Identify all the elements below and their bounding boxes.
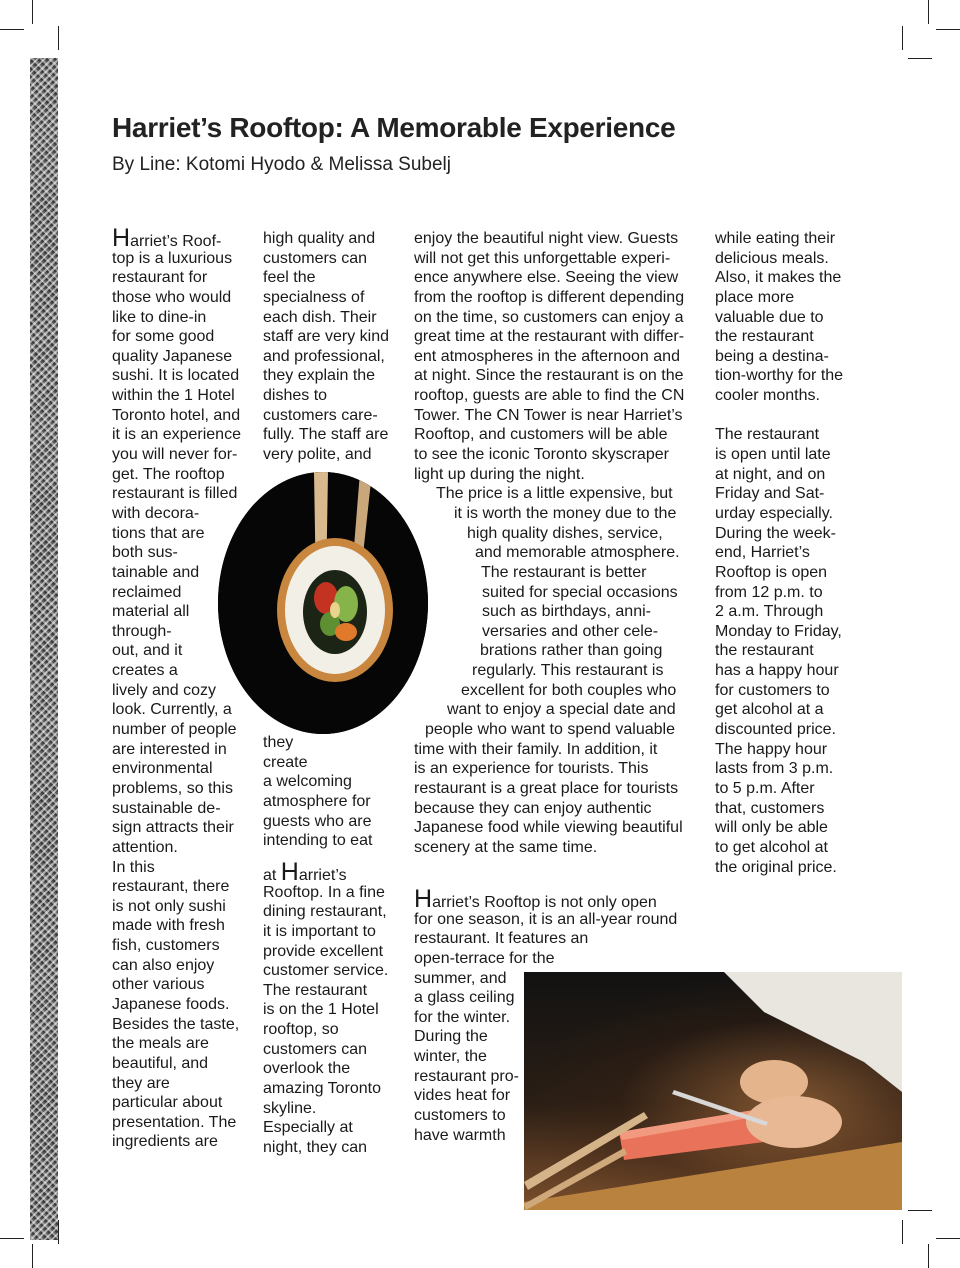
text-line: fully. The staff are	[263, 426, 389, 444]
text-line: through-	[112, 622, 172, 640]
text-line: night, they can	[263, 1138, 368, 1156]
text-line: The restaurant	[715, 426, 820, 444]
text-line: dishes to	[263, 387, 328, 405]
chef-illustration	[524, 972, 902, 1210]
text-line: out, and it	[112, 642, 183, 660]
text-line: Japanese foods.	[112, 995, 230, 1013]
text-line: excellent for both couples who	[461, 681, 677, 699]
text-line: at night. Since the restaurant is on the	[414, 367, 684, 385]
text-line: reclaimed	[112, 583, 182, 601]
crop-mark	[58, 26, 59, 50]
text-line: versaries and other cele-	[482, 622, 659, 640]
text-line: tion-worthy for the	[715, 367, 844, 385]
text-line: on the time, so customers can enjoy a	[414, 308, 684, 326]
text-line: it is important to	[263, 922, 376, 940]
text-line: such as birthdays, anni-	[482, 603, 651, 621]
chef-slicing-fish-photo	[524, 972, 902, 1210]
text-line: environmental	[112, 760, 213, 778]
text-line: is open until late	[715, 446, 831, 464]
text-line: for some good	[112, 328, 215, 346]
text-line: look. Currently, a	[112, 701, 232, 719]
first-line	[112, 224, 252, 252]
text-line: intending to eat	[263, 832, 373, 850]
text-line: that, customers	[715, 799, 825, 817]
text-line: high quality and	[263, 230, 376, 247]
text-line: get alcohol at a	[715, 701, 824, 719]
text-line: time with their family. In addition, it	[414, 740, 658, 758]
drop-cap: H	[414, 885, 433, 913]
text-line: Tower. The CN Tower is near Harriet’s	[414, 406, 683, 424]
text-line: and memorable atmosphere.	[475, 544, 680, 562]
text-line: restaurant is filled	[112, 485, 238, 503]
crop-mark	[902, 1220, 903, 1244]
text-line: Friday and Sat-	[715, 485, 825, 503]
text-line: to get alcohol at	[715, 838, 828, 856]
text-line: ent atmospheres in the afternoon and	[414, 347, 680, 365]
line-text: arriet’s Rooftop is not only open	[432, 894, 657, 911]
text-line: you will never for-	[112, 446, 238, 464]
text-line: sushi. It is located	[112, 367, 240, 385]
text-line: particular about	[112, 1094, 223, 1112]
line-text: arriet’s	[298, 867, 347, 884]
first-line	[263, 858, 403, 886]
text-line: guests who are	[263, 812, 372, 830]
line-text: arriet’s Roof-	[130, 233, 222, 250]
text-line: customers care-	[263, 406, 378, 424]
line-prefix: at	[263, 867, 281, 884]
text-line: is an experience for tourists. This	[414, 760, 649, 778]
text-line: people who want to spend valuable	[425, 721, 675, 739]
text-line: number of people	[112, 721, 237, 739]
text-line: top is a luxurious	[112, 249, 233, 267]
text-line: brations rather than going	[480, 642, 663, 660]
sushi-photo	[218, 472, 428, 734]
text-line: those who would	[112, 288, 232, 306]
text-line: enjoy the beautiful night view. Guests	[414, 230, 679, 247]
crop-mark	[0, 29, 24, 30]
text-line: attention.	[112, 838, 178, 856]
crop-mark	[936, 29, 960, 30]
column-4	[715, 229, 855, 877]
column-2-bottom	[263, 858, 403, 1158]
text-line: During the	[414, 1028, 488, 1046]
text-line: for customers to	[715, 681, 830, 699]
text-line: Japanese food while viewing beautiful	[414, 819, 683, 837]
text-line: is on the 1 Hotel	[263, 1001, 379, 1019]
text-line: restaurant. It features an	[414, 930, 589, 948]
text-line: tions that are	[112, 524, 205, 542]
text-line: problems, so this	[112, 779, 233, 797]
text-line: Rooftop. In a fine	[263, 883, 385, 901]
text-line: restaurant, there	[112, 878, 230, 896]
first-line	[414, 885, 704, 913]
text-line: Especially at	[263, 1119, 353, 1137]
drop-cap: H	[280, 858, 299, 886]
text-line: and professional,	[263, 347, 385, 365]
text-line: beautiful, and	[112, 1054, 209, 1072]
text-line: urday especially.	[715, 504, 833, 522]
text-line: while eating their	[715, 230, 836, 247]
woven-texture-strip	[30, 58, 58, 1240]
text-line: for one season, it is an all-year round	[414, 910, 678, 928]
text-line: they explain the	[263, 367, 376, 385]
text-line: is not only sushi	[112, 897, 226, 915]
text-line: they	[263, 734, 294, 751]
text-line: want to enjoy a special date and	[447, 701, 676, 719]
text-line: like to dine-in	[112, 308, 207, 326]
crop-mark	[902, 26, 903, 50]
crop-mark	[32, 0, 33, 24]
text-line: customers can	[263, 1040, 368, 1058]
text-line: winter, the	[414, 1048, 487, 1066]
text-line: tainable and	[112, 563, 200, 581]
crop-mark	[928, 1244, 929, 1268]
text-line: because they can enjoy authentic	[414, 799, 652, 817]
text-line: overlook the	[263, 1060, 351, 1078]
text-line: Also, it makes the	[715, 269, 842, 287]
text-line: very polite, and	[263, 446, 372, 464]
crop-mark	[908, 1210, 932, 1211]
text-line: Toronto hotel, and	[112, 406, 241, 424]
text-line: Besides the taste,	[112, 1015, 240, 1033]
text-line: presentation. The	[112, 1113, 237, 1131]
text-line: open-terrace for the	[414, 949, 555, 967]
text-line: regularly. This restaurant is	[472, 662, 664, 680]
text-line: will only be able	[715, 819, 828, 837]
text-line: scenery at the same time.	[414, 838, 598, 856]
crop-mark	[0, 1238, 24, 1239]
text-line: to 5 p.m. After	[715, 779, 815, 797]
text-line: summer, and	[414, 969, 507, 987]
text-line: each dish. Their	[263, 308, 377, 326]
sushi-roll-illustration	[218, 472, 428, 734]
text-line: fish, customers	[112, 937, 220, 955]
text-line: a glass ceiling	[414, 989, 515, 1007]
text-line: within the 1 Hotel	[112, 387, 235, 405]
text-line: from 12 p.m. to	[715, 583, 823, 601]
text-line: vides heat for	[414, 1087, 511, 1105]
text-line: for the winter.	[414, 1008, 511, 1026]
text-line: sign attracts their	[112, 819, 234, 837]
text-line: rooftop, so	[263, 1021, 339, 1039]
text-line: the restaurant	[715, 642, 814, 660]
text-line: The happy hour	[715, 740, 828, 758]
text-line: high quality dishes, service,	[467, 524, 663, 542]
text-line: lasts from 3 p.m.	[715, 760, 834, 778]
crop-mark	[936, 1238, 960, 1239]
text-line: discounted price.	[715, 721, 836, 739]
text-line: amazing Toronto	[263, 1080, 381, 1098]
text-line: end, Harriet’s	[715, 544, 810, 562]
text-line: suited for special occasions	[482, 583, 678, 601]
text-line: restaurant is a great place for tourists	[414, 779, 679, 797]
crop-mark	[908, 58, 932, 59]
column-2-top	[263, 229, 403, 465]
text-line: the restaurant	[715, 328, 814, 346]
text-line: will not get this unforgettable experi-	[414, 249, 671, 267]
text-line: The restaurant is better	[481, 563, 647, 581]
text-line: at night, and on	[715, 465, 826, 483]
text-line: creates a	[112, 662, 178, 680]
text-line: can also enjoy	[112, 956, 215, 974]
text-line: In this	[112, 858, 155, 876]
text-line: Rooftop is open	[715, 563, 828, 581]
text-line: feel the	[263, 269, 316, 287]
text-line: other various	[112, 976, 205, 994]
text-line: cooler months.	[715, 387, 820, 405]
text-line: Rooftop, and customers will be able	[414, 426, 668, 444]
text-line: great time at the restaurant with differ-	[414, 328, 685, 346]
text-line: create	[263, 753, 308, 771]
text-line: ence anywhere else. Seeing the view	[414, 269, 679, 287]
text-line: the meals are	[112, 1035, 209, 1053]
text-line: the original price.	[715, 858, 837, 876]
text-line: skyline.	[263, 1099, 317, 1117]
text-line: material all	[112, 603, 190, 621]
crop-mark	[928, 0, 929, 24]
text-line: During the week-	[715, 524, 836, 542]
text-line: restaurant for	[112, 269, 208, 287]
text-line: customers to	[414, 1107, 506, 1125]
text-line: quality Japanese	[112, 347, 233, 365]
text-line: are interested in	[112, 740, 227, 758]
text-line: The restaurant	[263, 981, 368, 999]
column-3-top	[414, 229, 704, 858]
text-line: provide excellent	[263, 942, 384, 960]
article-byline: By Line: Kotomi Hyodo & Melissa Subelj	[112, 154, 451, 175]
text-line: place more	[715, 288, 795, 306]
text-line: specialness of	[263, 288, 365, 306]
text-line: has a happy hour	[715, 662, 839, 680]
text-line: they are	[112, 1074, 170, 1092]
text-line: customers can	[263, 249, 368, 267]
text-line: made with fresh	[112, 917, 225, 935]
article-title: Harriet’s Rooftop: A Memorable Experience	[112, 112, 676, 143]
text-line: rooftop, guests are able to find the CN	[414, 387, 685, 405]
column-2-middle	[263, 733, 403, 851]
text-line: Monday to Friday,	[715, 622, 842, 640]
text-line: valuable due to	[715, 308, 824, 326]
text-line: light up during the night.	[414, 465, 585, 483]
text-line: customer service.	[263, 962, 389, 980]
text-line: ingredients are	[112, 1133, 218, 1151]
text-line: being a destina-	[715, 347, 829, 365]
text-line: restaurant pro-	[414, 1067, 519, 1085]
crop-mark	[58, 1220, 59, 1244]
text-line: it is an experience	[112, 426, 241, 444]
text-line: atmosphere for	[263, 792, 371, 810]
text-line: a welcoming	[263, 773, 352, 791]
column-1	[112, 224, 252, 1152]
text-line: to see the iconic Toronto skyscraper	[414, 446, 669, 464]
text-line: The price is a little expensive, but	[436, 485, 673, 503]
text-line: it is worth the money due to the	[454, 504, 677, 522]
crop-mark	[32, 1244, 33, 1268]
text-line: delicious meals.	[715, 249, 829, 267]
text-line: with decora-	[112, 504, 200, 522]
text-line: 2 a.m. Through	[715, 603, 824, 621]
text-line: staff are very kind	[263, 328, 389, 346]
text-line: sustainable de-	[112, 799, 221, 817]
text-line: dining restaurant,	[263, 903, 387, 921]
text-line: both sus-	[112, 544, 178, 562]
drop-cap: H	[112, 224, 131, 252]
text-line	[715, 406, 855, 426]
text-line: from the rooftop is different depending	[414, 288, 685, 306]
text-line: lively and cozy	[112, 681, 217, 699]
text-line: have warmth	[414, 1126, 506, 1144]
text-line: get. The rooftop	[112, 465, 225, 483]
